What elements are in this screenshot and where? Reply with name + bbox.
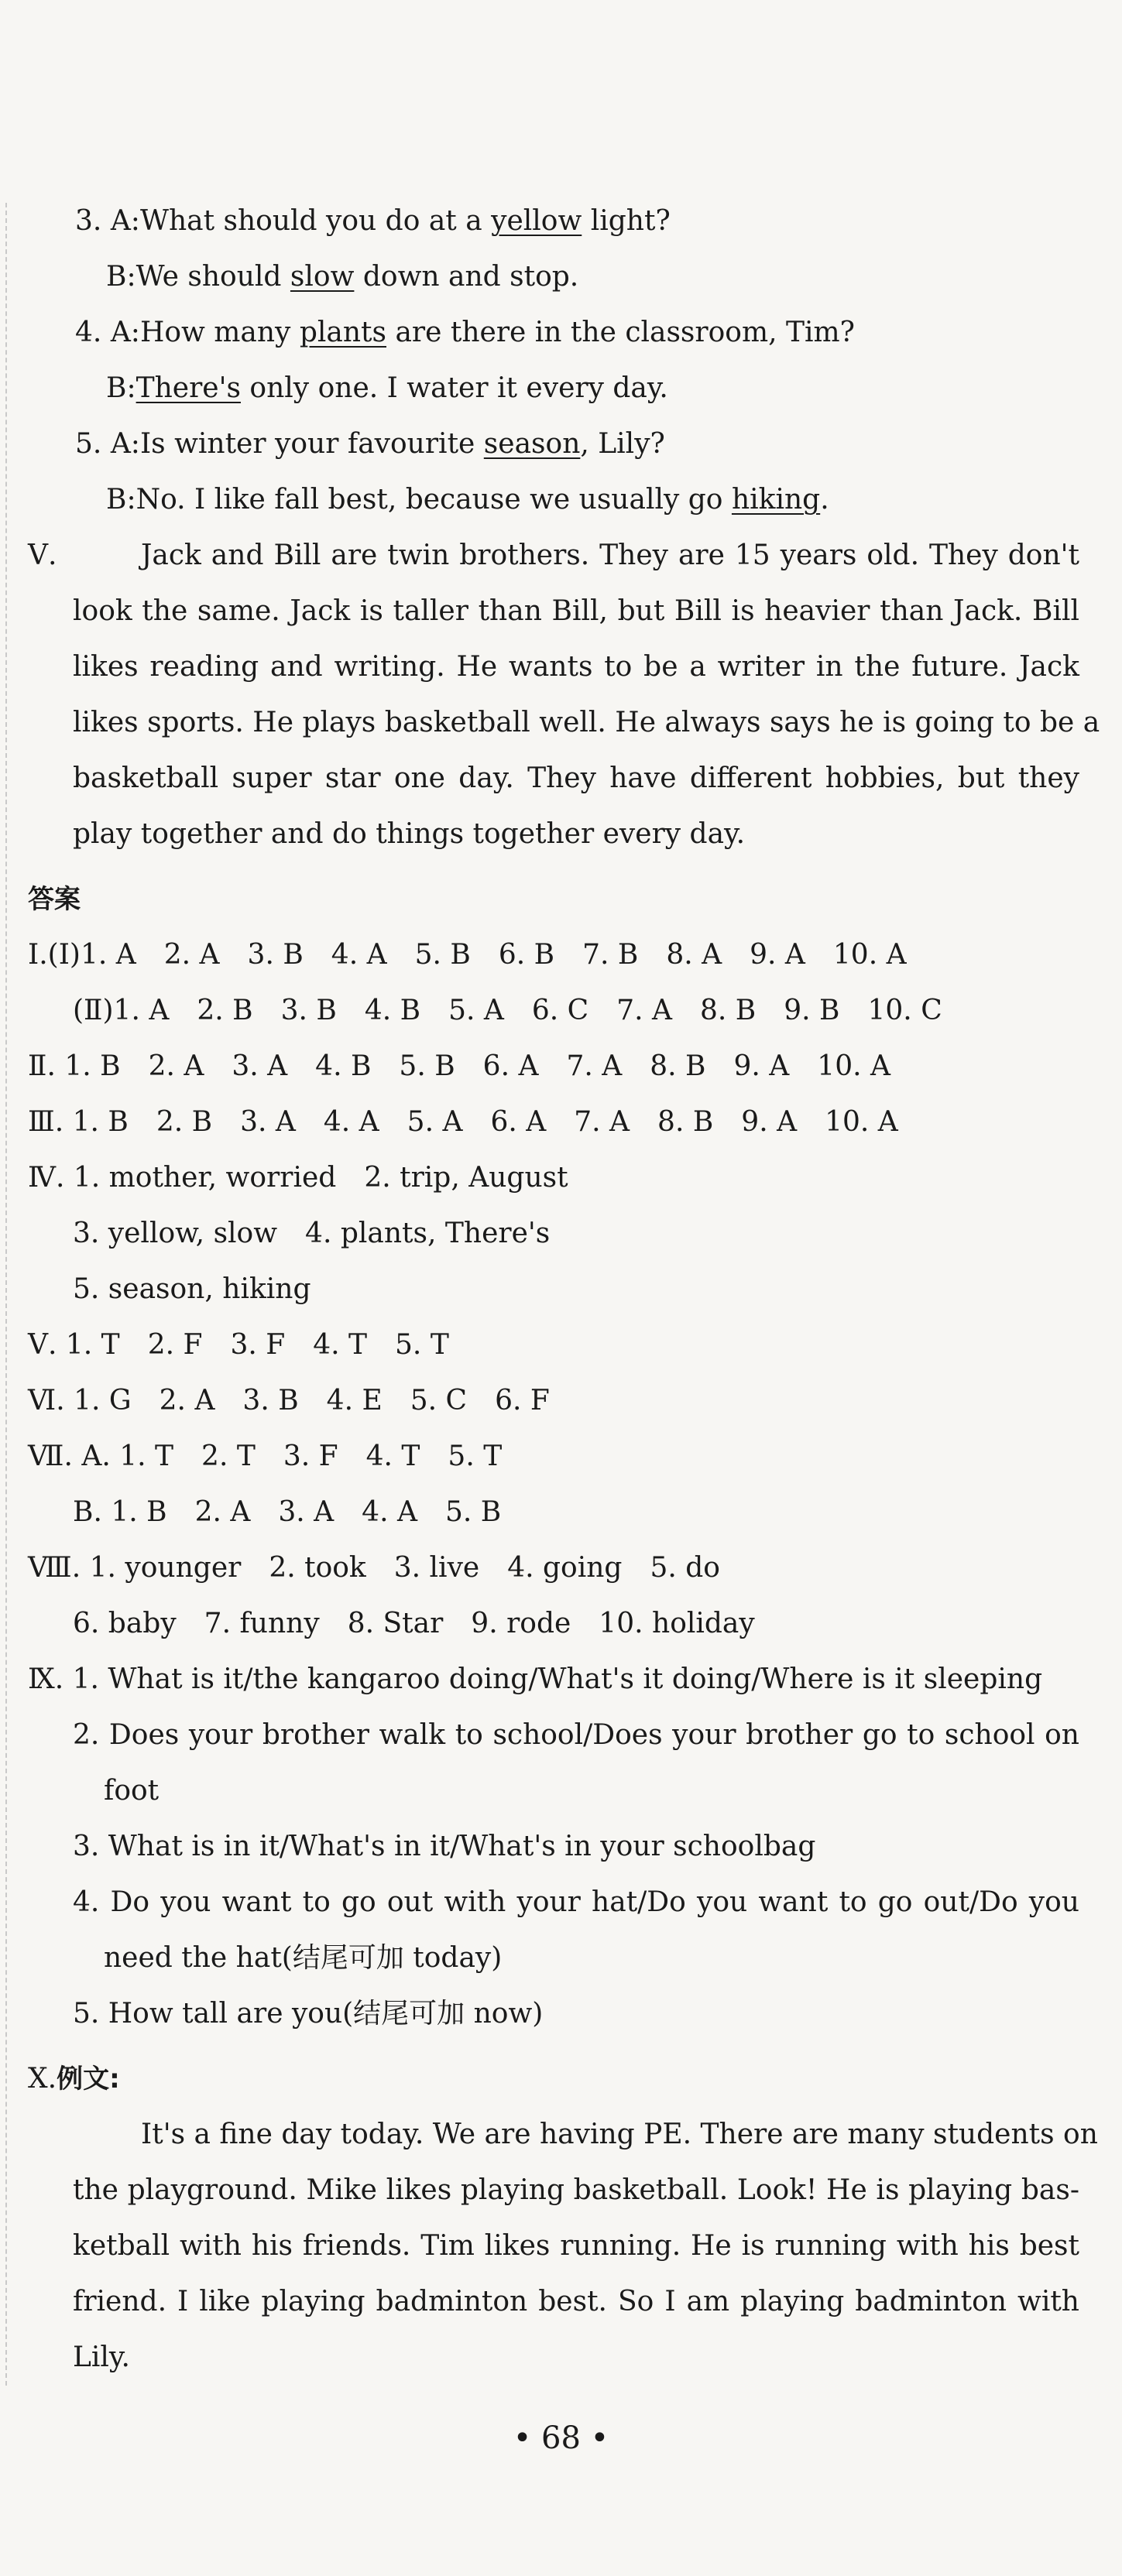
answer-line: Ⅵ. 1. G 2. A 3. B 4. E 5. C 6. F: [28, 1385, 550, 1416]
essay-label: Ⅹ.例文:: [28, 2063, 120, 2095]
passage-line: basketball super star one day. They have different hobbies, but they: [73, 762, 1079, 794]
answer-underline: slow: [290, 261, 355, 293]
answer-line: foot: [104, 1775, 160, 1807]
answer-underline: season: [483, 428, 581, 460]
answer-line: Ⅲ. 1. B 2. B 3. A 4. A 5. A 6. A 7. A 8. B 9. A 10. A: [28, 1106, 898, 1138]
answer-line: need the hat(结尾可加 today): [104, 1942, 503, 1974]
answer-line: Ⅰ.(Ⅰ)1. A 2. A 3. B 4. A 5. B 6. B 7. B 8. A 9. A 10. A: [28, 939, 907, 971]
answer-line: 2. Does your brother walk to school/Does your brother go to school on: [73, 1719, 1079, 1751]
passage-line: likes sports. He plays basketball well. He always says he is going to be a: [73, 707, 1100, 738]
essay-line: Lily.: [73, 2341, 130, 2373]
essay-title: 例文:: [57, 2064, 120, 2095]
answer-line: B. 1. B 2. A 3. A 4. A 5. B: [73, 1496, 502, 1528]
answer-line: Ⅳ. 1. mother, worried 2. trip, August: [28, 1162, 568, 1194]
dialogue-4-b: B:There's only one. I water it every day.: [106, 372, 668, 404]
passage-line: Jack and Bill are twin brothers. They are 15 years old. They don't: [141, 540, 1079, 571]
dialogue-3-b: B:We should slow down and stop.: [106, 261, 579, 293]
margin-dashed-line: [5, 203, 7, 2386]
passage-line: look the same. Jack is taller than Bill, but Bill is heavier than Jack. Bill: [73, 595, 1079, 627]
dialogue-4-a: 4. A:How many plants are there in the classroom, Tim?: [75, 317, 855, 348]
page-number: • 68 •: [513, 2420, 609, 2456]
answer-line: 4. Do you want to go out with your hat/Do you want to go out/Do you: [73, 1886, 1079, 1918]
answer-underline: There's: [136, 372, 241, 404]
answer-line: 3. yellow, slow 4. plants, There's: [73, 1218, 551, 1249]
dialogue-5-a: 5. A:Is winter your favourite season, Lily?: [75, 428, 665, 460]
answer-line: 3. What is in it/What's in it/What's in your schoolbag: [73, 1831, 816, 1862]
answer-line: Ⅷ. 1. younger 2. took 3. live 4. going 5. do: [28, 1552, 720, 1584]
answer-line: Ⅴ. 1. T 2. F 3. F 4. T 5. T: [28, 1329, 449, 1361]
dialogue-5-b: B:No. I like fall best, because we usually go hiking.: [106, 484, 829, 516]
answer-line: Ⅶ. A. 1. T 2. T 3. F 4. T 5. T: [28, 1440, 503, 1472]
section-label: Ⅴ.: [28, 540, 57, 571]
answer-underline: hiking: [731, 484, 821, 516]
answers-heading: 答案: [28, 884, 81, 915]
answer-line: Ⅱ. 1. B 2. A 3. A 4. B 5. B 6. A 7. A 8. B 9. A 10. A: [28, 1050, 890, 1082]
answer-line: 5. season, hiking: [73, 1273, 311, 1305]
answer-line: (Ⅱ)1. A 2. B 3. B 4. B 5. A 6. C 7. A 8. B 9. B 10. C: [73, 995, 942, 1026]
answer-line: 5. How tall are you(结尾可加 now): [73, 1998, 544, 2030]
essay-line: ketball with his friends. Tim likes running. He is running with his best: [73, 2230, 1079, 2262]
dialogue-3-a: 3. A:What should you do at a yellow light?: [75, 205, 671, 237]
answer-line: Ⅸ. 1. What is it/the kangaroo doing/What's it doing/Where is it sleeping: [28, 1663, 1043, 1695]
answer-underline: yellow: [491, 205, 582, 237]
answer-underline: plants: [299, 317, 386, 348]
essay-line: friend. I like playing badminton best. So I am playing badminton with: [73, 2286, 1079, 2317]
answer-line: 6. baby 7. funny 8. Star 9. rode 10. holiday: [73, 1608, 755, 1639]
passage-line: likes reading and writing. He wants to be a writer in the future. Jack: [73, 651, 1079, 683]
essay-line: It's a fine day today. We are having PE. There are many students on: [141, 2119, 1098, 2150]
essay-line: the playground. Mike likes playing basketball. Look! He is playing bas-: [73, 2174, 1079, 2206]
passage-line: play together and do things together every day.: [73, 818, 746, 850]
